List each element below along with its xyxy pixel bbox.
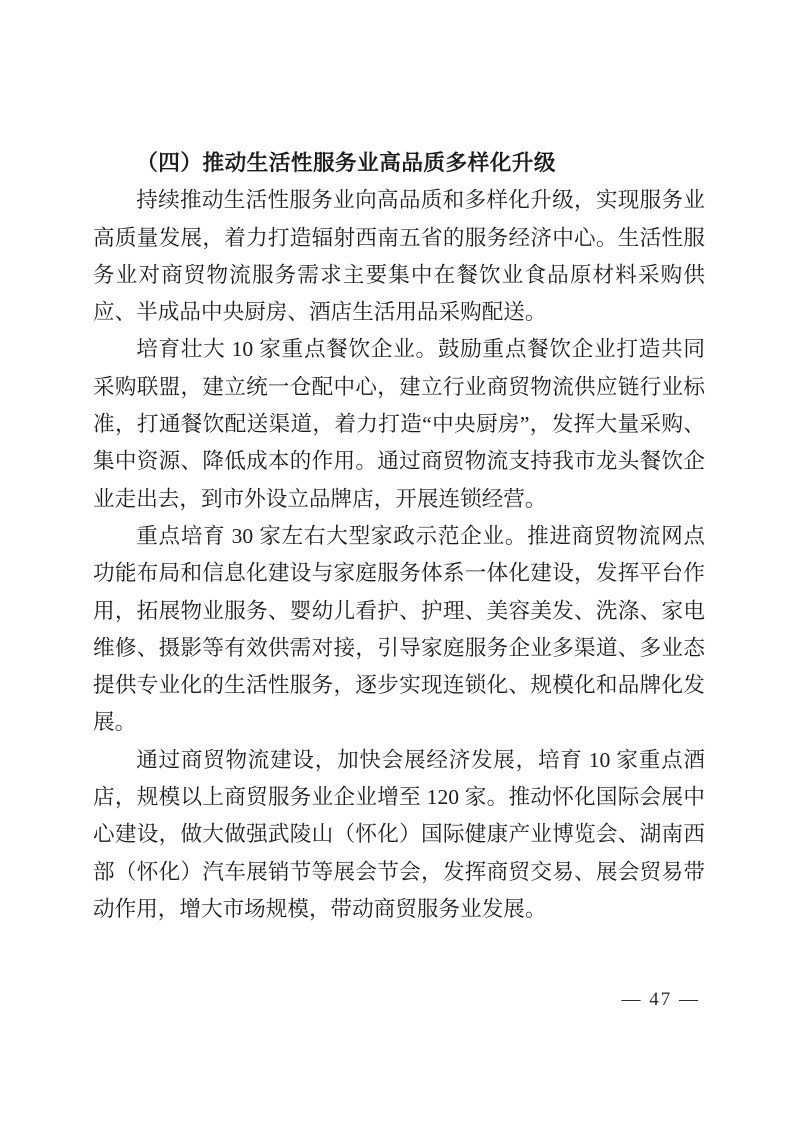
text-line: 准，打通餐饮配送渠道，着力打造“中央厨房”，发挥大量采购、 [93,412,705,437]
text-line: 持续推动生活性服务业向高品质和多样化升级，实现服务业 [136,188,705,213]
text-line: 部（怀化）汽车展销节等展会节会，发挥商贸交易、展会贸易带 [93,859,705,884]
text-line: 用，拓展物业服务、婴幼儿看护、护理、美容美发、洗涤、家电 [93,598,705,623]
text-line: 功能布局和信息化建设与家庭服务体系一体化建设，发挥平台作 [93,561,705,586]
paragraph [93,742,705,928]
text-line: 培育壮大 10 家重点餐饮企业。鼓励重点餐饮企业打造共同 [136,337,705,362]
text-line: 高质量发展，着力打造辐射西南五省的服务经济中心。生活性服 [93,225,705,250]
text-line: 重点培育 30 家左右大型家政示范企业。推进商贸物流网点 [136,523,705,548]
text-line: 维修、摄影等有效供需对接，引导家庭服务企业多渠道、多业态 [93,635,705,660]
text-line: 应、半成品中央厨房、酒店生活用品采购配送。 [93,300,547,325]
text-line: 采购联盟，建立统一仓配中心，建立行业商贸物流供应链行业标 [93,374,705,399]
text-line: 通过商贸物流建设，加快会展经济发展，培育 10 家重点酒 [136,747,705,772]
page-number: — 47 — [621,989,700,1010]
section-heading: （四）推动生活性服务业高品质多样化升级 [136,151,556,175]
paragraph [93,182,705,331]
text-block [93,145,705,928]
text-line: 心建设，做大做强武陵山（怀化）国际健康产业博览会、湖南西 [93,822,705,847]
text-line: 务业对商贸物流服务需求主要集中在餐饮业食品原材料采购供 [93,262,705,287]
paragraph [93,518,705,742]
text-line: 展。 [93,710,137,735]
body-text [93,182,705,928]
text-line: 集中资源、降低成本的作用。通过商贸物流支持我市龙头餐饮企 [93,449,705,474]
text-line: 业走出去，到市外设立品牌店，开展连锁经营。 [93,486,547,511]
paragraph [93,331,705,517]
text-line: 动作用，增大市场规模，带动商贸服务业发展。 [93,896,547,921]
text-line: 提供专业化的生活性服务，逐步实现连锁化、规模化和品牌化发 [93,673,705,698]
text-line: 店，规模以上商贸服务业企业增至 120 家。推动怀化国际会展中 [93,785,705,810]
